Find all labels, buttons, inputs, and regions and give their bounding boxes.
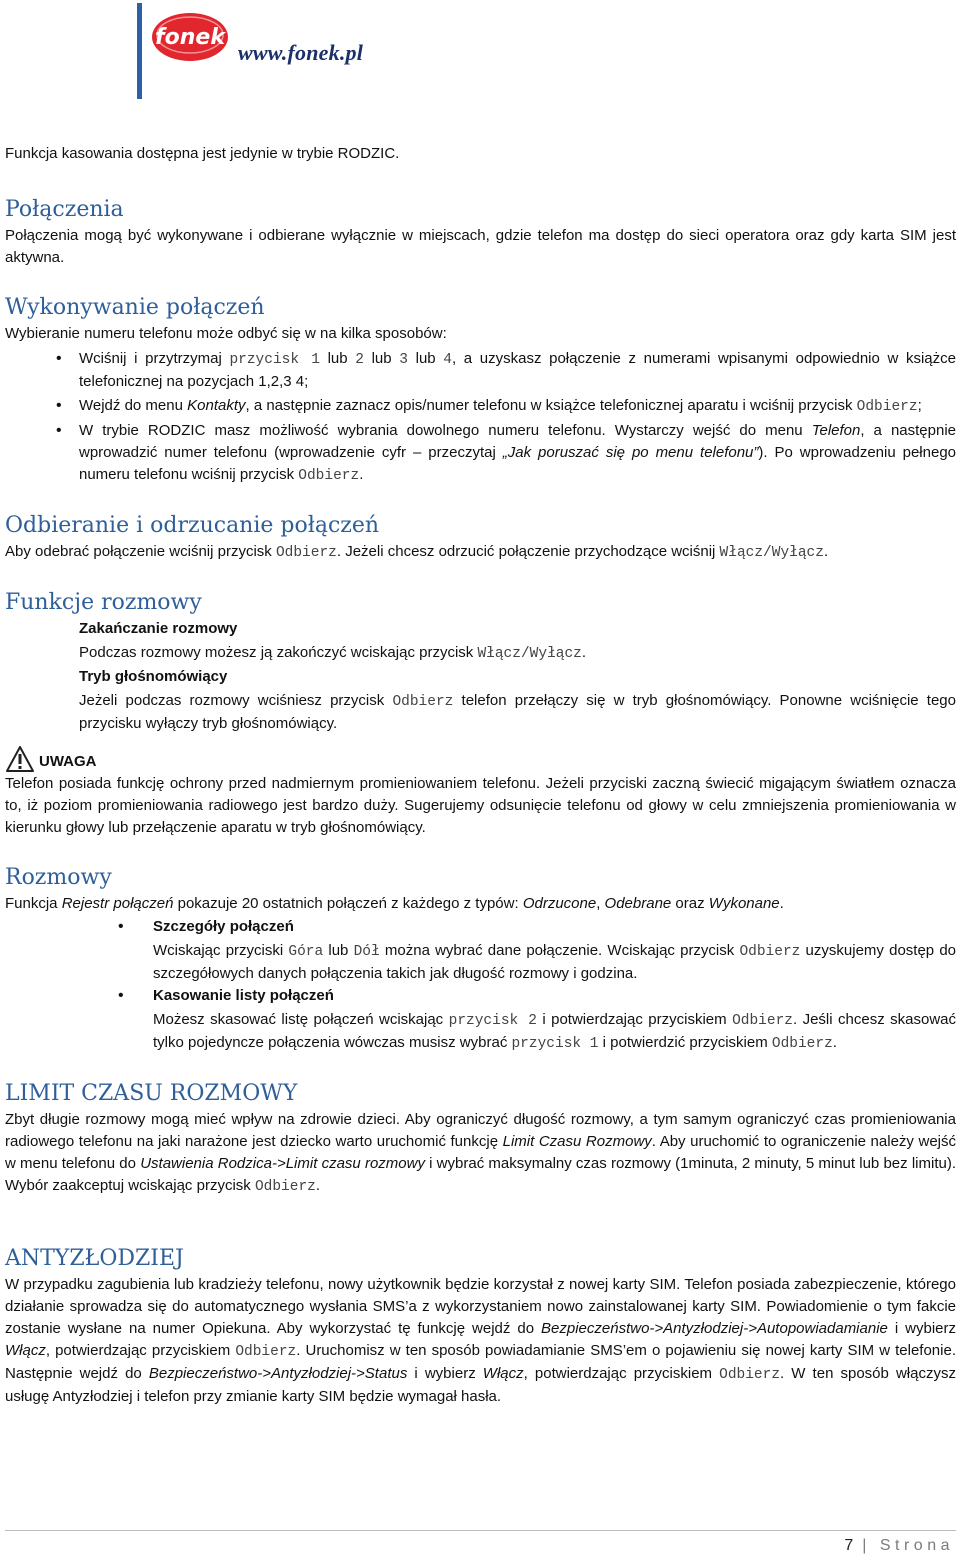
fonek-logo: [150, 8, 234, 64]
wykonywanie-list: [5, 348, 956, 487]
site-url[interactable]: www.fonek.pl: [238, 40, 364, 65]
list-item: • Wciśnij i przytrzymaj przycisk 1 lub 2 lub 3 lub 4, a uzyskasz połączenie z numerami wpisanymi odpowiednio w książce telefonicznej na pozycjach 1,2,3 4;: [5, 348, 956, 393]
list-item: • Szczegóły połączeń Wciskając przyciski Góra lub Dół można wybrać dane połączenie. Wciskając przycisk Odbierz uzyskujemy dostęp do szczegółowych danych połączenia takich jak długość rozmowy i godzina.: [5, 916, 956, 985]
warning-text: Telefon posiada funkcję ochrony przed nadmiernym promieniowaniem telefonu. Jeżeli przyciski zaczną świecić migającym światłem oznacza to, iż poziom promieniowania radiowego jest bardzo duży. Sugerujemy odsunięcie telefonu od głowy w celu zmniejszenia promieniowania w kierunku głowy lub przełączenie aparatu w tryb głośnomówiący.: [5, 775, 956, 836]
funkcje-block: [5, 618, 956, 735]
heading-limit: LIMIT CZASU ROZMOWY: [5, 1081, 298, 1106]
list-item: • Wejdź do menu Kontakty, a następnie zaznacz opis/numer telefonu w książce telefonicznej aparatu i wciśnij przycisk Odbierz;: [5, 395, 956, 418]
rozmowy-text: Funkcja Rejestr połączeń pokazuje 20 ostatnich połączeń z każdego z typów: Odrzucone, Odebrane oraz Wykonane.: [5, 895, 784, 912]
warning-label: UWAGA: [5, 745, 956, 773]
heading-funkcje-rozmowy: Funkcje rozmowy: [5, 590, 202, 615]
intro-text: Funkcja kasowania dostępna jest jedynie w trybie RODZIC.: [5, 145, 400, 162]
odbieranie-text: Aby odebrać połączenie wciśnij przycisk Odbierz. Jeżeli chcesz odrzucić połączenie przychodzące wciśnij Włącz/Wyłącz.: [5, 543, 829, 561]
list-item: • W trybie RODZIC masz możliwość wybrania dowolnego numeru telefonu. Wystarczy wejść do menu Telefon, a następnie wprowadzić numer telefonu (wprowadzenie cyfr – przeczytaj „Jak poruszać się po menu telefonu”). Po wprowadzeniu pełnego numeru telefonu wciśnij przycisk Odbierz.: [5, 420, 956, 487]
footer-divider: [5, 1530, 956, 1531]
rozmowy-list: [5, 916, 956, 1055]
heading-polaczenia: Połączenia: [5, 197, 124, 222]
page-number: 7 | Strona: [844, 1537, 954, 1554]
heading-wykonywanie: Wykonywanie połączeń: [5, 295, 265, 320]
sub-zakanczanie: Zakańczanie rozmowy: [79, 620, 238, 637]
list-item: • Kasowanie listy połączeń Możesz skasować listę połączeń wciskając przycisk 2 i potwierdzając przyciskiem Odbierz. Jeśli chcesz skasować tylko pojedyncze połączenia wówczas musisz wybrać przycisk 1 i potwierdzić przyciskiem Odbierz.: [5, 985, 956, 1055]
limit-text: Zbyt długie rozmowy mogą mieć wpływ na zdrowie dzieci. Aby ograniczyć długość rozmowy, a tym samym ograniczyć czas promieniowania radiowego telefonu na jaki narażone jest dziecko warto uruchomić funkcję Limit Czasu Rozmowy. Aby uruchomić to ograniczenie należy wejść w menu telefonu do Ustawienia Rodzica->Limit czasu rozmowy i wybrać maksymalny czas rozmowy (1minuta, 2 minuty, 5 minut lub bez limitu). Wybór zaakceptuj wciskając przycisk Odbierz.: [5, 1111, 957, 1195]
zakanczanie-text: Podczas rozmowy możesz ją zakończyć wciskając przycisk Włącz/Wyłącz.: [79, 644, 587, 662]
sub-glosnomowiacy: Tryb głośnomówiący: [79, 668, 228, 685]
glosnomowiacy-text: Jeżeli podczas rozmowy wciśniesz przycisk Odbierz telefon przełączy się w tryb głośnomówiący. Ponowne wciśnięcie tego przycisku wyłączy tryb głośnomówiący.: [79, 692, 956, 732]
wykonywanie-lead: Wybieranie numeru telefonu może odbyć się w na kilka sposobów:: [5, 325, 447, 342]
document-body: [5, 143, 956, 1408]
warning-icon: [5, 745, 35, 773]
heading-antyzlodziej: ANTYZŁODZIEJ: [5, 1246, 184, 1271]
antyzlodziej-text: W przypadku zagubienia lub kradzieży telefonu, nowy użytkownik będzie korzystał z nowej karty SIM. Telefon posiada zabezpieczenie, którego działanie sprowadza się do automatycznego wysłania SMS’a z wykorzystaniem nowo zainstalowanej karty SIM. Powiadomienie o tym fakcie zostanie wysłane na numer Opiekuna. Aby wykorzystać tę funkcję wejdź do Bezpieczeństwo->Antyzłodziej->Autopowiadamianie i wybierz Włącz, potwierdzając przyciskiem Odbierz. Uruchomisz w ten sposób powiadamianie SMS’em o pojawieniu się nowej karty SIM w telefonie. Następnie wejdź do Bezpieczeństwo->Antyzłodziej->Status i wybierz Włącz, potwierdzając przyciskiem Odbierz. W ten sposób włączysz usługę Antyzłodziej i telefon przy zmianie karty SIM będzie wymagał hasła.: [5, 1276, 956, 1405]
header-divider: [137, 3, 142, 99]
polaczenia-text: Połączenia mogą być wykonywane i odbierane wyłącznie w miejscach, gdzie telefon ma dostęp do sieci operatora oraz gdy karta SIM jest aktywna.: [5, 227, 956, 266]
page-header: [0, 0, 960, 110]
heading-rozmowy: Rozmowy: [5, 865, 112, 890]
heading-odbieranie: Odbieranie i odrzucanie połączeń: [5, 513, 380, 538]
logo-text: fonek: [155, 25, 225, 50]
